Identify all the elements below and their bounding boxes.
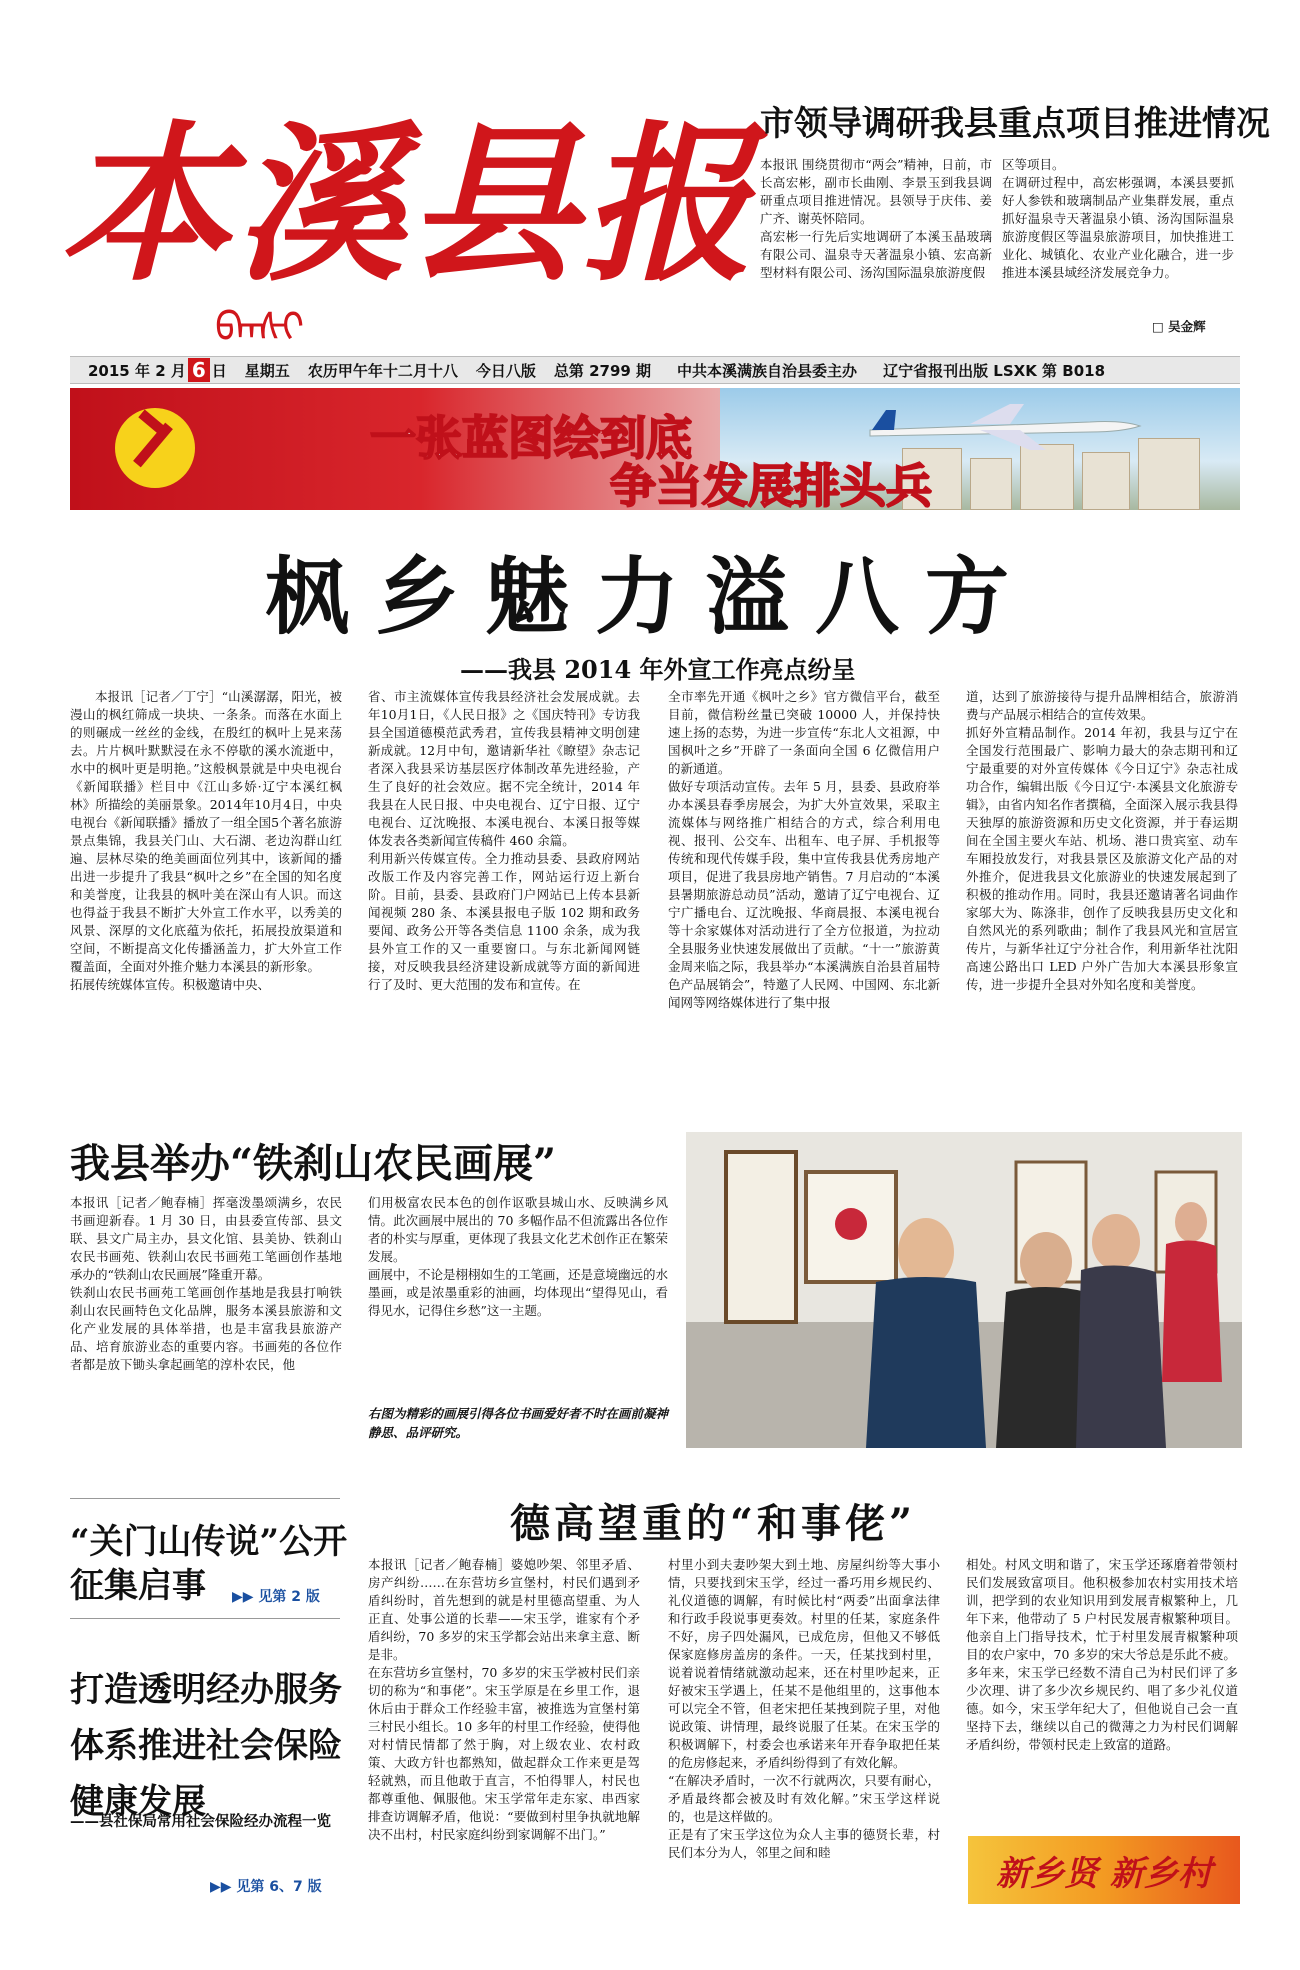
newspaper-title: 本溪县报 — [60, 105, 757, 305]
photo-caption: 右图为精彩的画展引得各位书画爱好者不时在画前凝神静思、品评研究。 — [368, 1406, 669, 1440]
issue-date-suffix: 日 — [211, 361, 227, 380]
feature-headline: 枫乡魅力溢八方 — [264, 548, 1035, 646]
art-exhibition-col1: 本报讯［记者／鲍春楠］挥毫泼墨颂满乡，农民书画迎新春。1 月 30 日，由县委宣传部、县文联、县文广局主办，县文化馆、县美协、铁刹山农民书画苑、铁刹山农民书画苑工笔画创作基地承办的“铁刹山农民画展”隆重开幕。 铁刹山农民书画苑工笔画创作基地是我县打响铁刹山农民画特色文化品牌，服务本溪县旅游和文化产业发展的具体举措，也是丰富我县旅游产品、培育旅游业态的重要内容。书画苑的各位作者都是放下锄头拿起画笔的淳朴农民，他 — [70, 1195, 342, 1372]
exhibition-photo — [686, 1132, 1242, 1448]
top-story-col1: 本报讯 围绕贯彻市“两会”精神，日前，市长高宏彬，副市长曲刚、李景玉到我县调研重点项目推进情况。县领导于庆伟、姜广齐、谢英怀陪同。 高宏彬一行先后实地调研了本溪玉晶玻璃有限公司、温泉寺天著温泉小镇、宏高新型材料有限公司、汤沟国际温泉旅游度假 — [760, 157, 992, 280]
feature-subtitle: ——我县 2014 年外宣工作亮点纷呈 — [460, 655, 856, 684]
exhibition-photo-illustration — [686, 1132, 1242, 1448]
promo-box — [968, 1836, 1240, 1904]
top-story-headline: 市领导调研我县重点项目推进情况 — [760, 104, 1270, 144]
issue-sponsor: 中共本溪满族自治县委主办 — [677, 361, 858, 380]
issue-weekday: 星期五 — [244, 361, 290, 380]
issue-date-prefix: 2015 年 2 月 — [88, 361, 186, 380]
sidebar-item2-title: 打造透明经办服务体系推进社会保险健康发展 — [70, 1670, 342, 1822]
building-4 — [970, 458, 1012, 510]
peacemaker-headline: 德高望重的“和事佬” — [510, 1500, 917, 1547]
sidebar-top-rule — [70, 1498, 340, 1499]
building-2 — [1082, 452, 1130, 510]
issue-pages: 今日八版 — [475, 361, 536, 380]
hammer-sickle-icon — [100, 398, 210, 498]
promo-text: 新乡贤 新乡村 — [996, 1853, 1212, 1894]
slogan-banner — [70, 388, 1240, 510]
issue-day: 6 — [188, 358, 210, 382]
issue-lunar-date: 农历甲午年十二月十八 — [307, 361, 458, 380]
slogan-line1: 一张蓝图绘到底 — [370, 411, 692, 465]
mongolian-title: ᠪᠡᠨᠰᠢ — [215, 305, 305, 351]
feature-col1: 本报讯［记者／丁宁］“山溪潺潺，阳光，被漫山的枫红筛成一块块、一条条。而落在水面上的则碾成一丝丝的金线，在殷红的枫叶上晃来荡去。片片枫叶默默浸在永不停歇的溪水流逝中，水中的枫叶更是明艳。”这般枫景就是中央电视台《新闻联播》栏目中《江山多娇·辽宁本溪红枫林》所描绘的美丽景象。2014年10月4日，中央电视台《新闻联播》播放了一组全国5个著名旅游景点集锦，我县关门山、大石湖、老边沟群山红遍、层林尽染的绝美画面位列其中，该新闻的播出进一步提升了我县“枫叶之乡”在全国的知名度和美誉度，让我县的枫叶美在深山有人识。而这也得益于我县不断扩大外宣工作水平，以秀美的风景、深厚的文化底蕴为依托，拓展投放渠道和空间，不断提高文化传播涵盖力，扩大外宣工作覆盖面，全面对外推介魅力本溪县的新形象。 拓展传统媒体宣传。积极邀请中央、 — [70, 689, 342, 992]
sidebar-item2-subtitle: ——县社保局常用社会保险经办流程一览 — [70, 1814, 331, 1830]
feature-col3: 全市率先开通《枫叶之乡》官方微信平台，截至目前，微信粉丝量已突破 10000 人，并保持快速上扬的态势，为进一步宣传“东北人文祖源，中国枫叶之乡”开辟了一条面向全国 6 亿微信用户的新通道。 做好专项活动宣传。去年 5 月，县委、县政府举办本溪县春季房展会，为扩大外宣效果，采取主流媒体与网络推广相结合的方式，综合利用电视、报刊、公交车、出租车、电子屏、手机报等传统和现代传媒手段，集中宣传我县优秀房地产项目，促进了我县房地产销售。7 月启动的“本溪县暑期旅游总动员”活动，邀请了辽宁电视台、辽宁广播电台、辽沈晚报、华商晨报、本溪电视台等十余家媒体对活动进行了全方位报道，为拉动全县服务业快速发展做出了贡献。“十一”旅游黄金周来临之际，我县举办“本溪满族自治县首届特色产品展销会”，特邀了人民网、中国网、东北新闻网等网络媒体进行了集中报 — [668, 689, 940, 1010]
top-story-byline: □ 吴金辉 — [1152, 319, 1206, 334]
issue-license: 辽宁省报刊出版 LSXK 第 B018 — [883, 361, 1106, 380]
slogan-line2: 争当发展排头兵 — [610, 459, 932, 510]
masthead — [60, 58, 757, 351]
sidebar-item2-see-page[interactable]: ▶▶ 见第 6、7 版 — [210, 1879, 322, 1895]
peacemaker-col1: 本报讯［记者／鲍春楠］婆媳吵架、邻里矛盾、房产纠纷……在东营坊乡宣堡村，村民们遇到矛盾纠纷时，首先想到的就是村里德高望重、为人正直、处事公道的长辈——宋玉学，谁家有个矛盾纠纷，70 多岁的宋玉学都会站出来拿主意、断是非。 在东营坊乡宣堡村，70 多岁的宋玉学被村民们亲切的称为“和事佬”。宋玉学原是在乡里工作，退休后由于群众工作经验丰富，被推选为宣堡村第三村民小组长。10 多年的村里工作经验，使得他对村情民情都了然于胸，对上级农业、农村政策、大政方针也都熟知，做起群众工作来更是驾轻就熟，而且他敢于直言，不怕得罪人，村民也都尊重他、佩服他。宋玉学常年走东家、串西家排查访调解矛盾，他说：“要做到村里争执就地解决不出村，村民家庭纠纷到家调解不出门。” — [368, 1557, 640, 1842]
feature-col2: 省、市主流媒体宣传我县经济社会发展成就。去年10月1日，《人民日报》之《国庆特刊》专访我县全国道德模范武秀君，宣传我县精神文明创建新成就。12月中旬，邀请新华社《瞭望》杂志记者深入我县采访基层医疗体制改革先进经验，产生了良好的社会效应。据不完全统计，2014 年我县在人民日报、中央电视台、辽宁日报、辽宁电视台、辽沈晚报、本溪电视台、本溪日报等媒体发表各类新闻宣传稿件 460 余篇。 利用新兴传媒宣传。全力推动县委、县政府网站改版工作及内容完善工作，网站运行迈上新台阶。目前，县委、县政府门户网站已上传本县新闻视频 280 条、本溪县报电子版 102 期和政务要闻、政务公开等各类信息 1100 余条，成为我县外宣工作的又一重要窗口。与东北新闻网链接，对反映我县经济建设新成就等方面的新闻进行了及时、更大范围的发布和宣传。在 — [368, 689, 640, 992]
top-story-col2: 区等项目。 在调研过程中，高宏彬强调，本溪县要抓好人参铁和玻璃制品产业集群发展，重点抓好温泉寺天著温泉小镇、汤沟国际温泉旅游度假区等温泉旅游项目，加快推进工业化、城镇化、农业产业化融合，进一步推进本溪县域经济发展竞争力。 — [1002, 157, 1234, 280]
feature-col4: 道，达到了旅游接待与提升品牌相结合，旅游消费与产品展示相结合的宣传效果。 抓好外宣精品制作。2014 年初，我县与辽宁在全国发行范围最广、影响力最大的杂志期刊和辽宁最重要的对外宣传媒体《今日辽宁》杂志社成功合作，编辑出版《今日辽宁·本溪县文化旅游专辑》，由省内知名作者撰稿，全面深入展示我县得天独厚的旅游资源和历史文化资源，并于春运期间在全国主要火车站、机场、港口贵宾室、动车车厢投放发行，对我县景区及旅游文化产品的对外推介，促进我县文化旅游业的快速发展起到了积极的推动作用。同时，我县还邀请著名词曲作家邬大为、陈涤非，创作了反映我县历史文化和自然风光的系列歌曲；制作了我县风光和宣居宣传片，与新华社辽宁分社合作，利用新华社沈阳高速公路出口 LED 户外广告加大本溪县形象宣传，进一步提升全县对外知名度和美誉度。 — [966, 689, 1238, 992]
sidebar-mid-rule — [70, 1618, 340, 1619]
sidebar-item1-title: “关门山传说”公开征集启事 — [70, 1522, 348, 1606]
sidebar-item1-see-page[interactable]: ▶▶ 见第 2 版 — [232, 1589, 320, 1605]
art-exhibition-headline: 我县举办“铁刹山农民画展” — [70, 1140, 557, 1187]
airplane-icon — [860, 396, 1160, 456]
peacemaker-col2: 村里小到夫妻吵架大到土地、房屋纠纷等大事小情，只要找到宋玉学，经过一番巧用乡规民约、礼仪道德的调解，有时候比村“两委”出面拿法律和行政手段说事更奏效。村里的任某，家庭条件不好，房子四处漏风，已成危房，但他又不够低保家庭修房盖房的条件。一天，任某找到村里，说着说着情绪就激动起来，还在村里吵起来，正好被宋玉学遇上，任某不是他组里的，这事他本可以完全不管，但老宋把任某拽到院子里，对他说政策、讲情理，最终说服了任某。在宋玉学的积极调解下，村委会也承诺来年开春争取把任某的危房修起来，矛盾纠纷得到了有效化解。 “在解决矛盾时，一次不行就两次，只要有耐心，矛盾最终都会被及时有效化解。”宋玉学这样说的，也是这样做的。 正是有了宋玉学这位为众人主事的德贤长辈，村民们本分为人，邻里之间和睦 — [668, 1557, 940, 1860]
issue-number: 总第 2799 期 — [553, 361, 652, 380]
issue-info-bar — [70, 356, 1240, 384]
art-exhibition-col2: 们用极富农民本色的创作讴歌县城山水、反映满乡风情。此次画展中展出的 70 多幅作品不但流露出各位作者的朴实与厚重，更体现了我县文化艺术创作正在繁荣发展。 画展中，不论是栩栩如生的工笔画，还是意境幽远的水墨画，或是浓墨重彩的油画，均体现出“望得见山，看得见水，记得住乡愁”这一主题。 — [368, 1195, 669, 1318]
peacemaker-col3: 相处。村风文明和谐了，宋玉学还琢磨着带领村民们发展致富项目。他积极参加农村实用技术培训，把学到的农业知识用到发展青椒繁种上，几年下来，他带动了 5 户村民发展青椒繁种项目。他亲自上门指导技术，忙于村里发展青椒繁种项目的农户家中，70 多岁的宋大爷总是乐此不疲。 多年来，宋玉学已经数不清自己为村民们评了多少次理、讲了多少次乡规民约、唱了多少礼仪道德。如今，宋玉学年纪大了，但他说自己会一直坚持下去，继续以自己的微薄之力为村民们调解矛盾纠纷，带领村民走上致富的道路。 — [966, 1557, 1238, 1752]
